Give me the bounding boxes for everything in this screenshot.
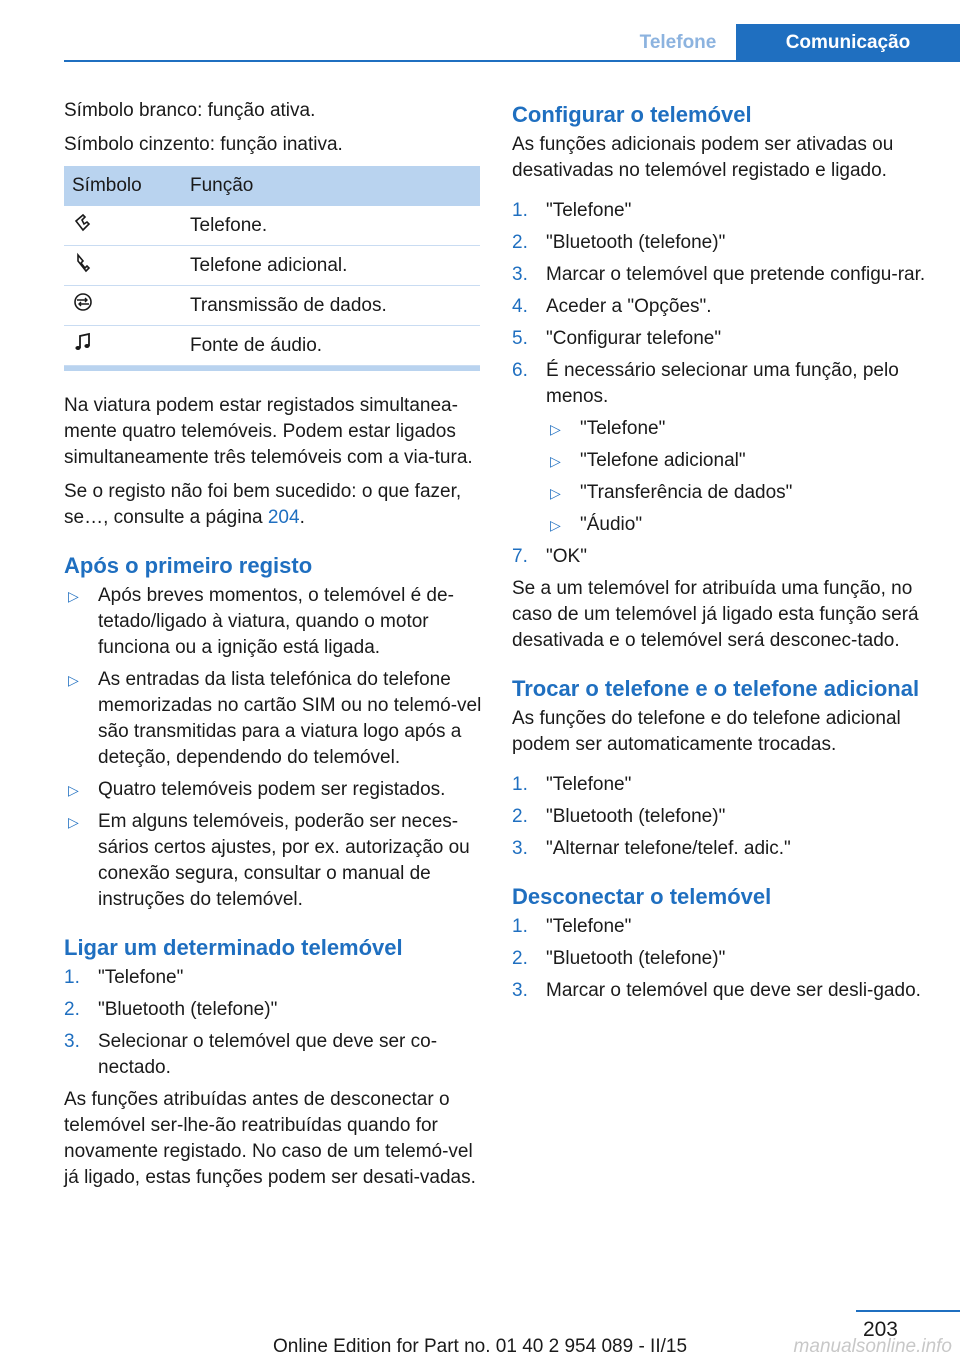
disconnect-steps: [512, 914, 930, 1004]
footer-edition: Online Edition for Part no. 01 40 2 954 089 - II/15: [272, 1336, 688, 1357]
list-item: 5. "Configurar telefone": [512, 328, 722, 349]
page-number-rule: [856, 1310, 960, 1312]
intro-grey: Símbolo cinzento: função inativa.: [64, 134, 343, 155]
table-row: [64, 286, 480, 326]
table-cell-label: Fonte de áudio.: [182, 326, 480, 366]
list-item: ▷ "Transferência de dados": [546, 480, 930, 506]
table-row: [64, 246, 480, 286]
paragraph: As funções do telefone e do telefone adicional podem ser automaticamente trocadas.: [512, 708, 901, 755]
list-item: 3. Selecionar o telemóvel que deve ser co-nectado.: [64, 1031, 438, 1078]
list-item: 1. "Telefone": [512, 200, 632, 221]
paragraph: As funções atribuídas antes de desconectar o telemóvel ser-lhe-ão reatribuídas quando for novamente registado. No caso de um telemó-vel já ligado, estas funções podem ser desati-vadas.: [64, 1089, 476, 1188]
list-item: 6. É necessário selecionar uma função, pelo menos. ▷ "Telefone" ▷ "Telefone adicional" ▷ "Transferência de dados" ▷ "Áudio": [512, 358, 930, 538]
list-item: 3. "Alternar telefone/telef. adic.": [512, 838, 791, 859]
heading-disconnect-phone: Desconectar o telemóvel: [512, 884, 772, 909]
additional-phone-icon: [72, 251, 94, 273]
list-item: 2. "Bluetooth (telefone)": [64, 999, 278, 1020]
table-cell-label: Telefone.: [182, 206, 480, 246]
list-item: 1. "Telefone": [512, 774, 632, 795]
table-cell-label: Transmissão de dados.: [182, 286, 480, 326]
paragraph-reference: Se o registo não foi bem sucedido: o que fazer, se…, consulte a página 204.: [64, 481, 462, 528]
list-item: 3. Marcar o telemóvel que pretende configu-rar.: [512, 264, 926, 285]
heading-after-first-registration: Após o primeiro registo: [64, 553, 313, 578]
triangle-bullet-icon: ▷: [550, 421, 561, 437]
paragraph: Se a um telemóvel for atribuída uma função, no caso de um telemóvel já ligado esta função será desativada e o telemóvel será desconec-tado.: [512, 578, 919, 651]
intro-white: Símbolo branco: função ativa.: [64, 100, 316, 121]
paragraph: As funções adicionais podem ser ativadas ou desativadas no telemóvel registado e ligado.: [512, 134, 894, 181]
connect-steps: [64, 965, 482, 1081]
list-item: 3. Marcar o telemóvel que deve ser desli-gado.: [512, 980, 921, 1001]
list-item: 2. "Bluetooth (telefone)": [512, 806, 726, 827]
bullet-list: [64, 583, 482, 913]
header-rule: [64, 60, 960, 62]
triangle-bullet-icon: ▷: [550, 517, 561, 533]
heading-configure-phone: Configurar o telemóvel: [512, 102, 752, 127]
right-column: [512, 98, 930, 1010]
triangle-bullet-icon: ▷: [68, 782, 79, 798]
symbol-table: [64, 166, 480, 366]
triangle-bullet-icon: ▷: [68, 588, 79, 604]
header-chapter: Comunicação: [736, 24, 960, 62]
table-row: [64, 326, 480, 366]
triangle-bullet-icon: ▷: [68, 672, 79, 688]
table-header-function: Função: [182, 166, 480, 206]
heading-connect-phone: Ligar um determinado telemóvel: [64, 935, 403, 960]
list-item: ▷ Após breves momentos, o telemóvel é de-tetado/ligado à viatura, quando o motor funciona ou a ignição está ligada.: [68, 585, 454, 658]
table-header-symbol: Símbolo: [64, 166, 182, 206]
phone-icon: [72, 211, 94, 233]
list-item: ▷ "Áudio": [546, 512, 930, 538]
table-cell-label: Telefone adicional.: [182, 246, 480, 286]
list-item: ▷ Quatro telemóveis podem ser registados.: [64, 777, 482, 803]
configure-steps: [512, 198, 930, 570]
list-item: 2. "Bluetooth (telefone)": [512, 948, 726, 969]
table-bottom-rule: [64, 366, 480, 371]
page-number: 203: [862, 1318, 898, 1341]
left-column: [64, 98, 482, 1199]
list-item: ▷ As entradas da lista telefónica do telefone memorizadas no cartão SIM ou no telemó-vel são transmitidas para a viatura logo após a deteção, dependendo do telemóvel.: [68, 669, 482, 768]
watermark: manualsonline.info: [793, 1336, 952, 1357]
list-item: ▷ Em alguns telemóveis, poderão ser neces-sários certos ajustes, por ex. autorização ou conexão segura, consultar o manual de instruções do telemóvel.: [68, 811, 470, 910]
triangle-bullet-icon: ▷: [68, 814, 79, 830]
function-options: [546, 416, 930, 538]
list-item: 1. "Telefone": [512, 916, 632, 937]
heading-swap-phone: Trocar o telefone e o telefone adicional: [512, 676, 920, 701]
swap-steps: [512, 772, 930, 862]
triangle-bullet-icon: ▷: [550, 485, 561, 501]
header-section: Telefone: [639, 32, 717, 53]
music-note-icon: [72, 331, 94, 353]
list-item: 1. "Telefone": [64, 967, 184, 988]
triangle-bullet-icon: ▷: [550, 453, 561, 469]
list-item: 2. "Bluetooth (telefone)": [512, 232, 726, 253]
list-item: ▷ "Telefone": [546, 416, 930, 442]
paragraph: Na viatura podem estar registados simultanea-mente quatro telemóveis. Podem estar ligados simultaneamente três telemóveis com a via-tura.: [64, 395, 473, 468]
list-item: 7. "OK": [512, 546, 587, 567]
page-reference-link[interactable]: 204: [267, 507, 300, 528]
list-item: 4. Aceder a "Opções".: [512, 296, 712, 317]
data-transfer-icon: [72, 291, 94, 313]
table-row: [64, 206, 480, 246]
list-item: ▷ "Telefone adicional": [546, 448, 930, 474]
